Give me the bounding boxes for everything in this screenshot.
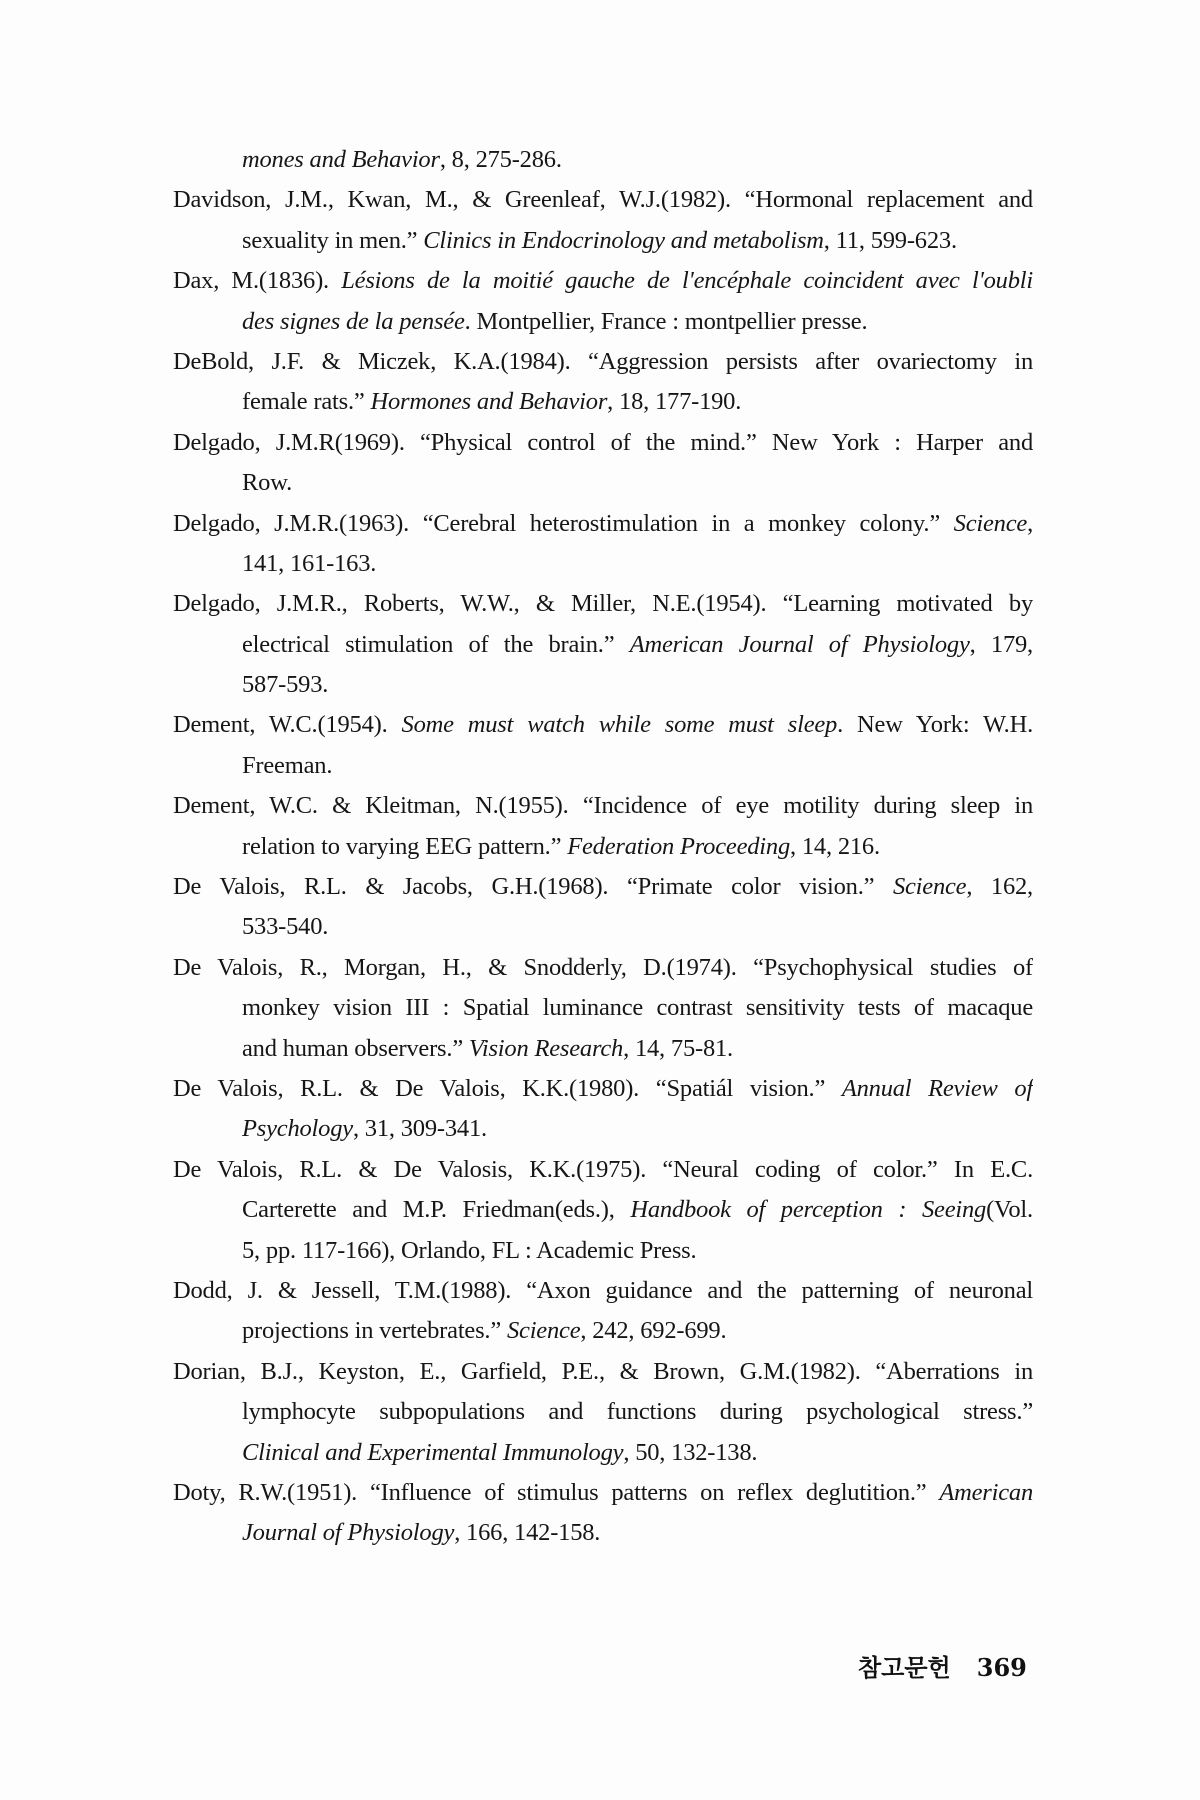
reference-text: lymphocyte subpopulations and functions during psychological stress.” — [242, 1398, 1033, 1426]
reference-text: projections in vertebrates.” — [242, 1317, 507, 1345]
reference-text: Dorian, B.J., Keyston, E., Garfield, P.E., & Brown, G.M.(1982). “Aberrations in — [173, 1357, 1033, 1385]
reference-text: , 162, — [966, 873, 1033, 901]
page-footer — [858, 1648, 1027, 1683]
reference-text: 5, pp. 117-166), Orlando, FL : Academic Press. — [242, 1236, 697, 1264]
reference-line — [173, 342, 1033, 382]
reference-text: Doty, R.W.(1951). “Influence of stimulus patterns on reflex deglutition.” — [173, 1478, 940, 1506]
reference-list — [173, 140, 1033, 1554]
reference-text: sexuality in men.” — [242, 226, 424, 254]
reference-entry — [173, 705, 1033, 786]
reference-line — [173, 1392, 1033, 1432]
reference-line — [173, 140, 1033, 180]
reference-line — [173, 302, 1033, 342]
reference-line — [173, 544, 1033, 584]
reference-italic-text: Hormones and Behavior — [370, 388, 608, 416]
reference-entry — [173, 180, 1033, 261]
reference-italic-text: Lésions de la moitié gauche de l'encéphale coincident avec l'oubli — [341, 267, 1033, 295]
reference-text: Delgado, J.M.R.(1963). “Cerebral heterostimulation in a monkey colony.” — [173, 509, 954, 537]
reference-italic-text: Some must watch while some must sleep — [401, 711, 838, 739]
reference-line — [173, 382, 1033, 422]
reference-italic-text: American Journal of Physiology — [629, 630, 970, 658]
reference-line — [173, 504, 1033, 544]
reference-text: electrical stimulation of the brain.” — [242, 630, 630, 658]
reference-entry — [173, 140, 1033, 180]
reference-line — [173, 907, 1033, 947]
reference-text: Row. — [242, 469, 293, 497]
reference-line — [173, 1150, 1033, 1190]
reference-text: Delgado, J.M.R(1969). “Physical control of the mind.” New York : Harper and — [173, 428, 1033, 456]
reference-entry — [173, 342, 1033, 423]
reference-text: De Valois, R., Morgan, H., & Snodderly, D.(1974). “Psychophysical studies of — [173, 953, 1033, 981]
reference-line — [173, 1109, 1033, 1149]
reference-text: 141, 161-163. — [242, 549, 377, 577]
reference-text: and human observers.” — [242, 1034, 469, 1062]
reference-entry — [173, 1271, 1033, 1352]
reference-line — [173, 221, 1033, 261]
reference-entry — [173, 1069, 1033, 1150]
reference-line — [173, 705, 1033, 745]
reference-line — [173, 665, 1033, 705]
reference-text: 587-593. — [242, 671, 329, 699]
reference-entry — [173, 584, 1033, 705]
reference-entry — [173, 948, 1033, 1069]
reference-line — [173, 1473, 1033, 1513]
page-number: 369 — [976, 1653, 1027, 1682]
reference-entry — [173, 1473, 1033, 1554]
reference-text: Dodd, J. & Jessell, T.M.(1988). “Axon guidance and the patterning of neuronal — [173, 1276, 1033, 1304]
reference-line — [173, 1311, 1033, 1351]
reference-text: , — [1027, 509, 1033, 537]
reference-line — [173, 180, 1033, 220]
running-section-title: 참고문헌 — [858, 1654, 951, 1682]
reference-italic-text: Psychology — [242, 1115, 353, 1143]
reference-text: relation to varying EEG pattern.” — [242, 832, 568, 860]
reference-italic-text: American — [939, 1478, 1033, 1506]
reference-line — [173, 1352, 1033, 1392]
reference-entry — [173, 261, 1033, 342]
reference-italic-text: Annual Review of — [841, 1074, 1033, 1102]
reference-line — [173, 584, 1033, 624]
reference-text: De Valois, R.L. & Jacobs, G.H.(1968). “Primate color vision.” — [173, 873, 893, 901]
reference-text: Freeman. — [242, 751, 333, 779]
reference-italic-text: Handbook of perception : Seeing — [630, 1196, 987, 1224]
reference-text: De Valois, R.L. & De Valosis, K.K.(1975). “Neural coding of color.” In E.C. — [173, 1155, 1033, 1183]
reference-line — [173, 746, 1033, 786]
reference-entry — [173, 423, 1033, 504]
reference-italic-text: mones and Behavior — [242, 146, 440, 173]
reference-entry — [173, 867, 1033, 948]
reference-text: , 166, 142-158. — [454, 1519, 601, 1547]
reference-text: female rats.” — [242, 388, 371, 416]
reference-text: . Montpellier, France : montpellier presse. — [464, 307, 868, 335]
reference-line — [173, 1029, 1033, 1069]
reference-line — [173, 261, 1033, 301]
reference-line — [173, 1190, 1033, 1230]
reference-text: , 31, 309-341. — [352, 1115, 487, 1143]
reference-line — [173, 1231, 1033, 1271]
reference-text: Dax, M.(1836). — [173, 267, 342, 295]
reference-text: , 14, 75-81. — [623, 1034, 733, 1062]
reference-text: . New York: W.H. — [837, 711, 1033, 739]
reference-text: Dement, W.C.(1954). — [173, 711, 402, 739]
reference-text: , 11, 599-623. — [823, 226, 957, 254]
reference-text: 533-540. — [242, 913, 329, 941]
reference-line — [173, 988, 1033, 1028]
reference-line — [173, 463, 1033, 503]
reference-italic-text: Clinics in Endocrinology and metabolism — [423, 226, 824, 254]
reference-entry — [173, 1352, 1033, 1473]
reference-line — [173, 1513, 1033, 1553]
reference-line — [173, 948, 1033, 988]
reference-text: monkey vision III : Spatial luminance contrast sensitivity tests of macaque — [242, 994, 1033, 1022]
reference-line — [173, 827, 1033, 867]
reference-italic-text: Clinical and Experimental Immunology — [242, 1438, 624, 1466]
reference-italic-text: Science — [506, 1317, 581, 1345]
reference-italic-text: Journal of Physiology — [242, 1519, 455, 1547]
reference-line — [173, 625, 1033, 665]
reference-line — [173, 423, 1033, 463]
reference-line — [173, 1433, 1033, 1473]
reference-text: Delgado, J.M.R., Roberts, W.W., & Miller, N.E.(1954). “Learning motivated by — [173, 590, 1033, 618]
reference-text: , 50, 132-138. — [623, 1438, 758, 1466]
reference-italic-text: des signes de la pensée — [242, 307, 465, 335]
reference-line — [173, 786, 1033, 826]
reference-text: Carterette and M.P. Friedman(eds.), — [242, 1196, 631, 1224]
reference-italic-text: Federation Proceeding — [567, 832, 791, 860]
reference-text: Dement, W.C. & Kleitman, N.(1955). “Incidence of eye motility during sleep in — [173, 792, 1033, 820]
reference-text: , 242, 692-699. — [580, 1317, 727, 1345]
reference-text: , 14, 216. — [790, 832, 880, 860]
reference-line — [173, 1271, 1033, 1311]
reference-line — [173, 1069, 1033, 1109]
reference-entry — [173, 1150, 1033, 1271]
reference-entry — [173, 786, 1033, 867]
reference-text: , 179, — [969, 630, 1033, 658]
reference-text: , 18, 177-190. — [607, 388, 742, 416]
reference-italic-text: Vision Research — [468, 1034, 624, 1062]
reference-italic-text: Science — [892, 873, 967, 901]
reference-italic-text: Science — [953, 509, 1028, 537]
reference-text: Davidson, J.M., Kwan, M., & Greenleaf, W.J.(1982). “Hormonal replacement and — [173, 186, 1033, 214]
reference-text: DeBold, J.F. & Miczek, K.A.(1984). “Aggression persists after ovariectomy in — [173, 347, 1033, 375]
reference-text: (Vol. — [986, 1196, 1033, 1224]
reference-text: , 8, 275-286. — [439, 146, 562, 173]
reference-text: De Valois, R.L. & De Valois, K.K.(1980). “Spatiál vision.” — [173, 1074, 842, 1102]
reference-line — [173, 867, 1033, 907]
reference-entry — [173, 504, 1033, 585]
